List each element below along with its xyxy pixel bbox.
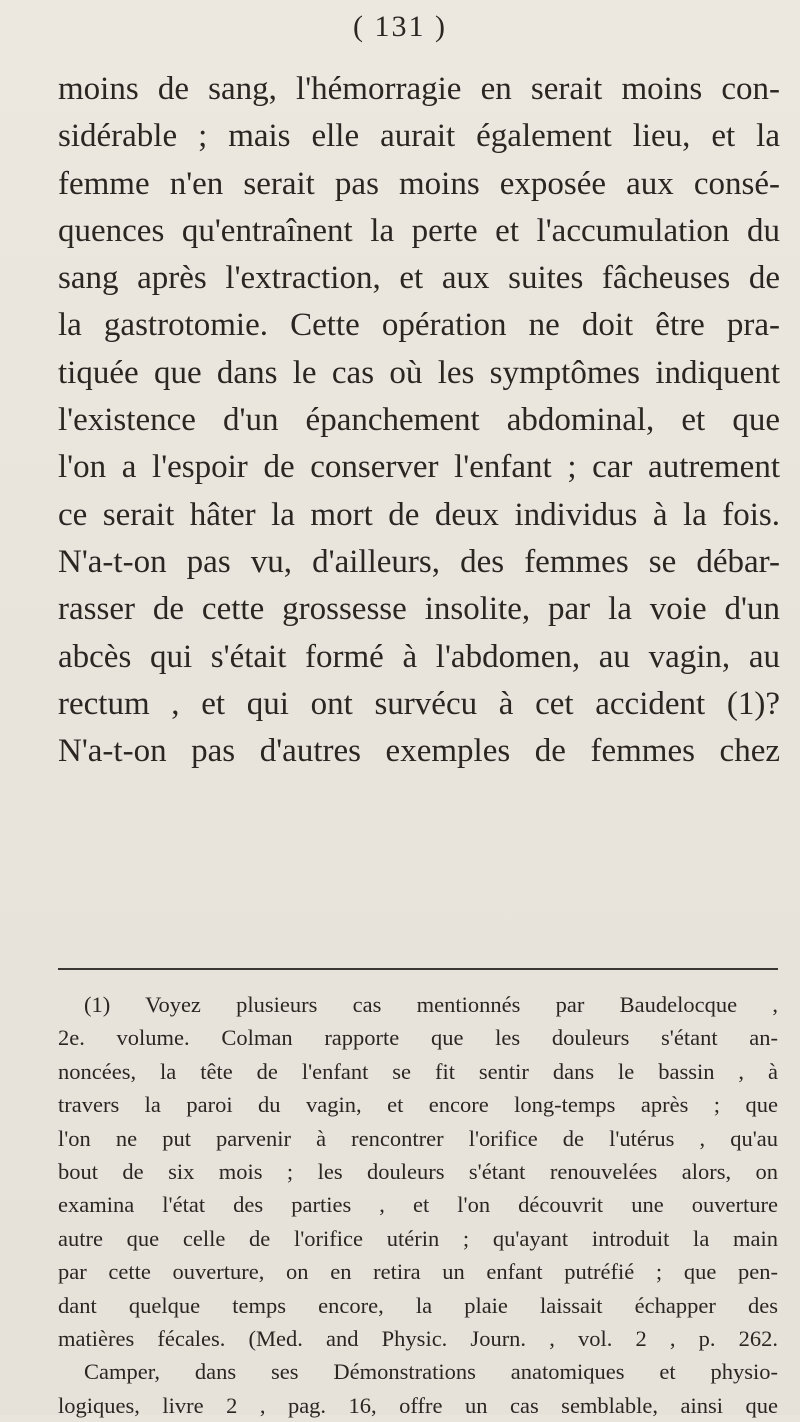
footnote-line: matières fécales. (Med. and Physic. Journ. , vol. 2 , p. 262. [58,1326,778,1352]
footnote-line: (1) Voyez plusieurs cas mentionnés par Baudelocque , [84,992,778,1017]
text-line: N'a-t-on pas d'autres exemples de femmes chez [58,733,780,770]
text-line: l'on a l'espoir de conserver l'enfant ; car autrement [58,449,780,486]
footnote-line: par cette ouverture, on en retira un enfant putréfié ; que pen- [58,1259,778,1285]
text-line: rectum , et qui ont survécu à cet accident (1)? [58,685,780,722]
text-line: quences qu'entraînent la perte et l'accumulation du [58,212,780,249]
footnote-line: logiques, livre 2 , pag. 16, offre un cas semblable, ainsi que [58,1392,778,1418]
text-line: moins de sang, l'hémorragie en serait moins con- [58,71,780,107]
text-line: femme n'en serait pas moins exposée aux consé- [58,165,780,202]
text-line: l'existence d'un épanchement abdominal, et que [58,402,780,439]
footnote-divider [58,968,778,970]
footnote-line: examina l'état des parties , et l'on découvrit une ouverture [58,1192,778,1218]
text-line: abcès qui s'était formé à l'abdomen, au vagin, au [58,638,780,675]
footnote-line: dant quelque temps encore, la plaie laissait échapper des [58,1292,778,1318]
page-number: ( 131 ) [353,10,447,43]
text-line: sidérable ; mais elle aurait également lieu, et la [58,118,780,155]
footnote-line: 2e. volume. Colman rapporte que les douleurs s'étant an- [58,1025,778,1051]
footnote-line: Camper, dans ses Démonstrations anatomiques et physio- [84,1359,778,1385]
footnote-line: l'on ne put parvenir à rencontrer l'orifice de l'utérus , qu'au [58,1125,778,1151]
footnote-line: noncées, la tête de l'enfant se fit sentir dans le bassin , à [58,1058,778,1084]
footnote-line: autre que celle de l'orifice utérin ; qu'ayant introduit la main [58,1225,778,1251]
text-line: tiquée que dans le cas où les symptômes indiquent [58,354,780,391]
footnote [58,988,778,1422]
text-line: ce serait hâter la mort de deux individus à la fois. [58,496,780,533]
main-text [58,66,780,775]
footnote-line: bout de six mois ; les douleurs s'étant renouvelées alors, on [58,1159,778,1185]
footnote-line: travers la paroi du vagin, et encore long-temps après ; que [58,1092,778,1118]
text-line: la gastrotomie. Cette opération ne doit être pra- [58,307,780,344]
text-line: sang après l'extraction, et aux suites fâcheuses de [58,260,780,297]
text-line: N'a-t-on pas vu, d'ailleurs, des femmes se débar- [58,543,780,580]
text-line: rasser de cette grossesse insolite, par la voie d'un [58,591,780,628]
